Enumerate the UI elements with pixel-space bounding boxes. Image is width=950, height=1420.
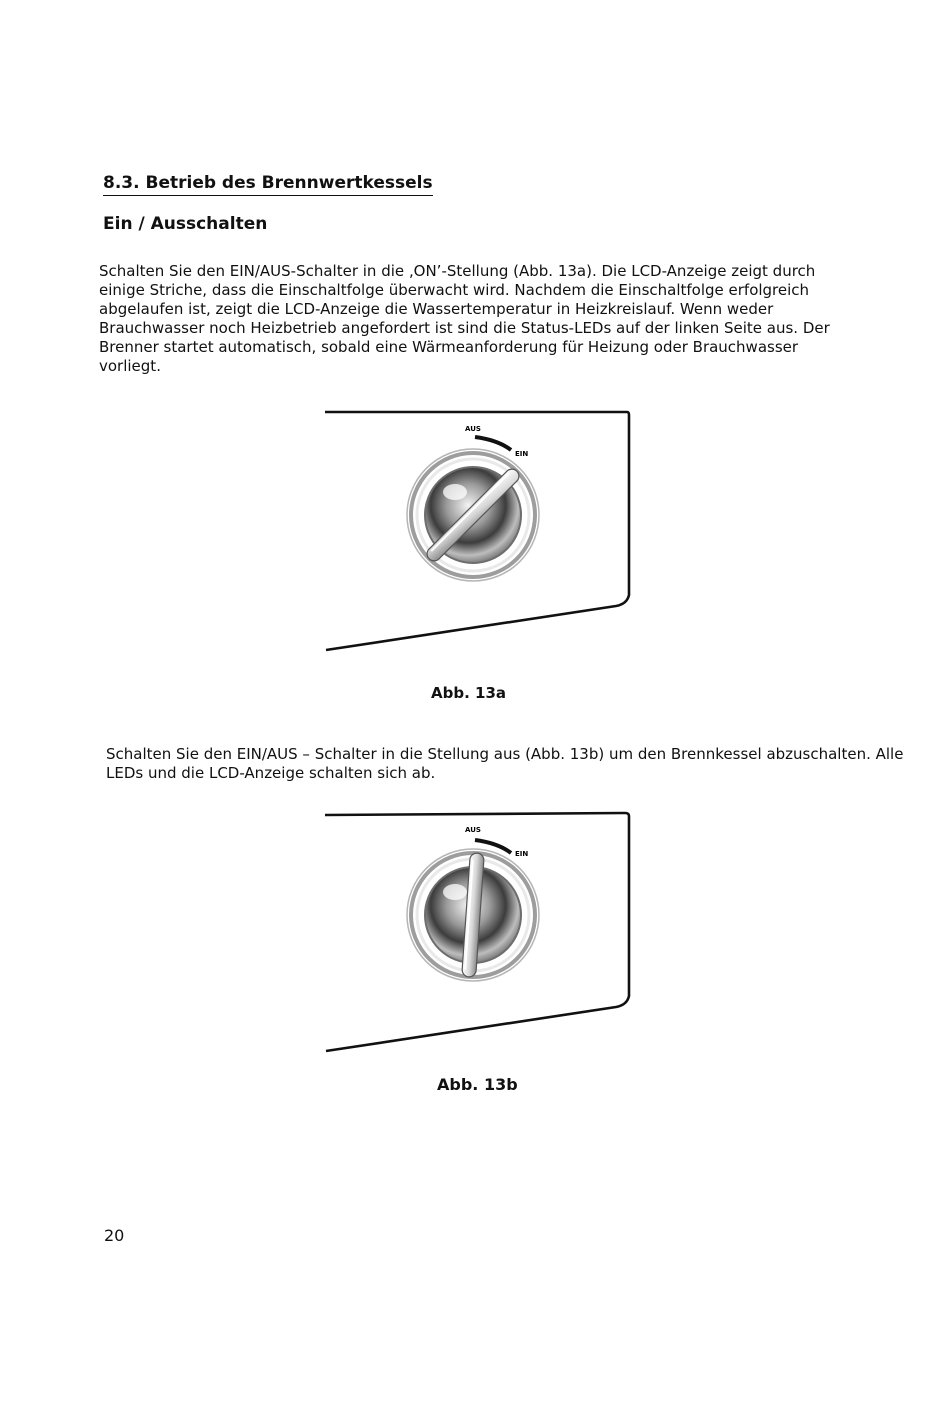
- figure-13b-switch-off: [323, 811, 633, 1056]
- caption-13a: Abb. 13a: [431, 684, 506, 702]
- paragraph-switch-off: Schalten Sie den EIN/AUS – Schalter in die Stellung aus (Abb. 13b) um den Brennkessel abzuschalten. Alle LEDs und die LCD-Anzeige schalten sich ab.: [106, 745, 904, 782]
- figure-13a-switch-on: [323, 410, 633, 655]
- paragraph-switch-on: Schalten Sie den EIN/AUS-Schalter in die ‚ON’-Stellung (Abb. 13a). Die LCD-Anzeige zeigt durch einige Striche, dass die Einschaltfolge überwacht wird. Nachdem die Einschaltfolge erfolgreich abgelaufen ist, zeigt die LCD-Anzeige die Wassertemperatur in Heizkreislauf. Wenn weder Brauchwasser noch Heizbetrieb angefordert ist sind die Status-LEDs auf der linken Seite aus. Der Brenner startet automatisch, sobald eine Wärmeanforderung für Heizung oder Brauchwasser vorliegt.: [99, 262, 830, 375]
- rotary-switch-knob: [407, 449, 539, 581]
- label-aus: AUS: [465, 425, 481, 433]
- label-aus: AUS: [465, 826, 481, 834]
- section-heading: 8.3. Betrieb des Brennwertkessels: [103, 173, 433, 196]
- caption-13b: Abb. 13b: [437, 1075, 518, 1094]
- rotary-switch-knob: [407, 849, 539, 981]
- page-number: 20: [104, 1226, 125, 1245]
- label-ein: EIN: [515, 850, 529, 858]
- switch-off-illustration: [323, 811, 633, 1056]
- label-ein: EIN: [515, 450, 529, 458]
- switch-on-illustration: [323, 410, 633, 655]
- subheading: Ein / Ausschalten: [103, 214, 268, 234]
